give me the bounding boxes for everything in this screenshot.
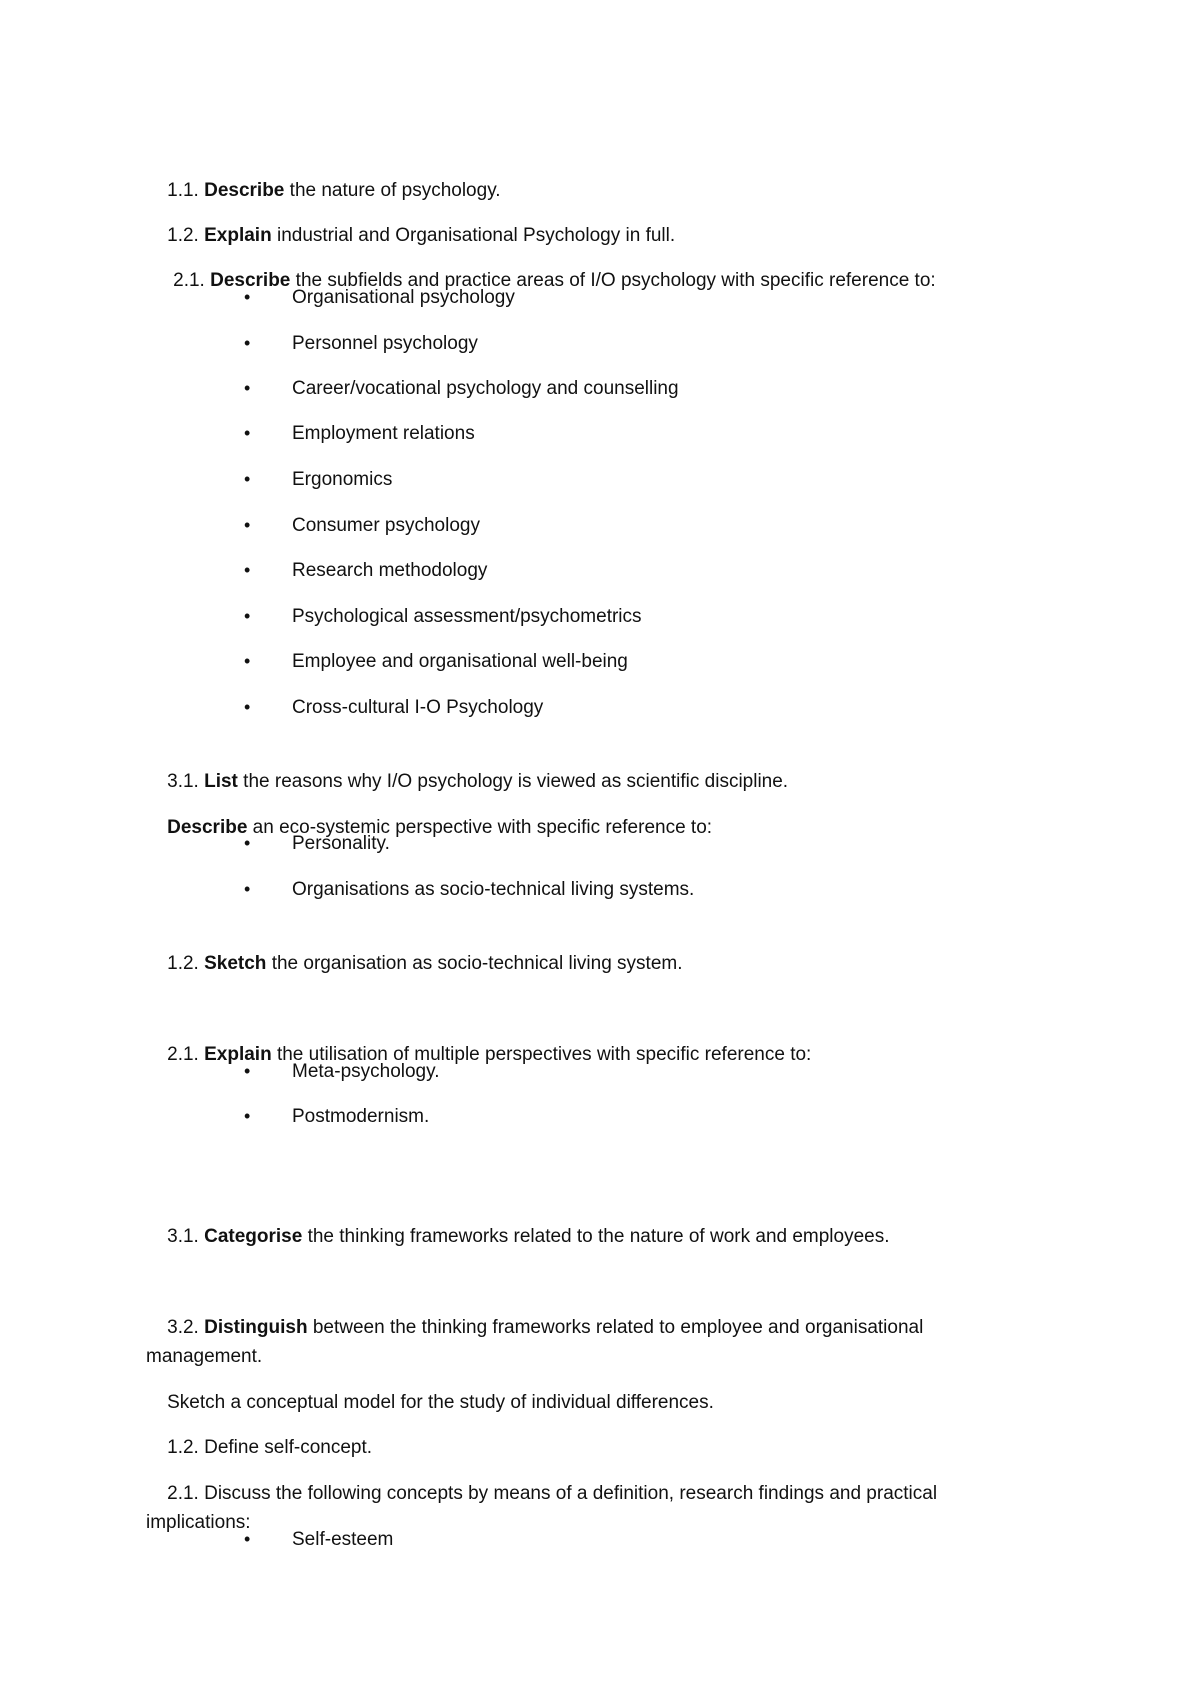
list-item: • Psychological assessment/psychometrics [252, 602, 1032, 631]
bullet-icon: • [244, 515, 251, 535]
bullet-icon: • [244, 287, 251, 307]
list-item: • Self-esteem [252, 1525, 1032, 1554]
bullet-icon: • [244, 1529, 251, 1549]
question-define-self-concept: 1.2. Define self-concept. [167, 1437, 373, 1458]
list-item: • Postmodernism. [252, 1102, 1032, 1131]
bullet-icon: • [244, 469, 251, 489]
bullet-icon: • [244, 560, 251, 580]
bullet-icon: • [244, 1061, 251, 1081]
list-item: • Employee and organisational well-being [252, 647, 1032, 676]
bullet-icon: • [244, 333, 251, 353]
question-1-2-sketch: 1.2. Sketch the organisation as socio-technical living system. [167, 953, 683, 974]
list-item: • Employment relations [252, 419, 1032, 448]
list-item: • Cross-cultural I-O Psychology [252, 693, 1032, 722]
list-item: • Organisations as socio-technical living systems. [252, 875, 1032, 904]
bullet-icon: • [244, 651, 251, 671]
question-3-2-distinguish: 3.2. Distinguish between the thinking frameworks related to employee and organisational management. [146, 1317, 929, 1367]
bullet-icon: • [244, 606, 251, 626]
question-1-1: 1.1. Describe the nature of psychology. [167, 180, 501, 201]
question-2-1: 2.1. Describe the subfields and practice areas of I/O psychology with specific reference to: [173, 270, 936, 291]
bullet-icon: • [244, 833, 251, 853]
list-item: • Research methodology [252, 556, 1032, 585]
bullet-icon: • [244, 378, 251, 398]
question-3-1: 3.1. List the reasons why I/O psychology is viewed as scientific discipline. [167, 771, 789, 792]
bullet-icon: • [244, 423, 251, 443]
question-3-1-categorise: 3.1. Categorise the thinking frameworks related to the nature of work and employees. [167, 1226, 890, 1247]
question-describe-ecosystemic: Describe an eco-systemic perspective with specific reference to: [167, 817, 713, 838]
list-item: • Consumer psychology [252, 511, 1032, 540]
bullet-icon: • [244, 879, 251, 899]
bullet-icon: • [244, 1106, 251, 1126]
list-item: • Career/vocational psychology and counselling [252, 374, 1032, 403]
list-item: • Organisational psychology [252, 283, 1032, 312]
question-2-1-explain: 2.1. Explain the utilisation of multiple perspectives with specific reference to: [167, 1044, 812, 1065]
list-item: • Personnel psychology [252, 329, 1032, 358]
question-1-2: 1.2. Explain industrial and Organisational Psychology in full. [167, 225, 676, 246]
list-item: • Personality. [252, 829, 1032, 858]
bullet-icon: • [244, 697, 251, 717]
question-sketch-model: Sketch a conceptual model for the study of individual differences. [167, 1392, 714, 1413]
list-item: • Meta-psychology. [252, 1057, 1032, 1086]
list-item: • Ergonomics [252, 465, 1032, 494]
question-discuss-concepts: 2.1. Discuss the following concepts by means of a definition, research findings and practical implications: [146, 1483, 943, 1533]
